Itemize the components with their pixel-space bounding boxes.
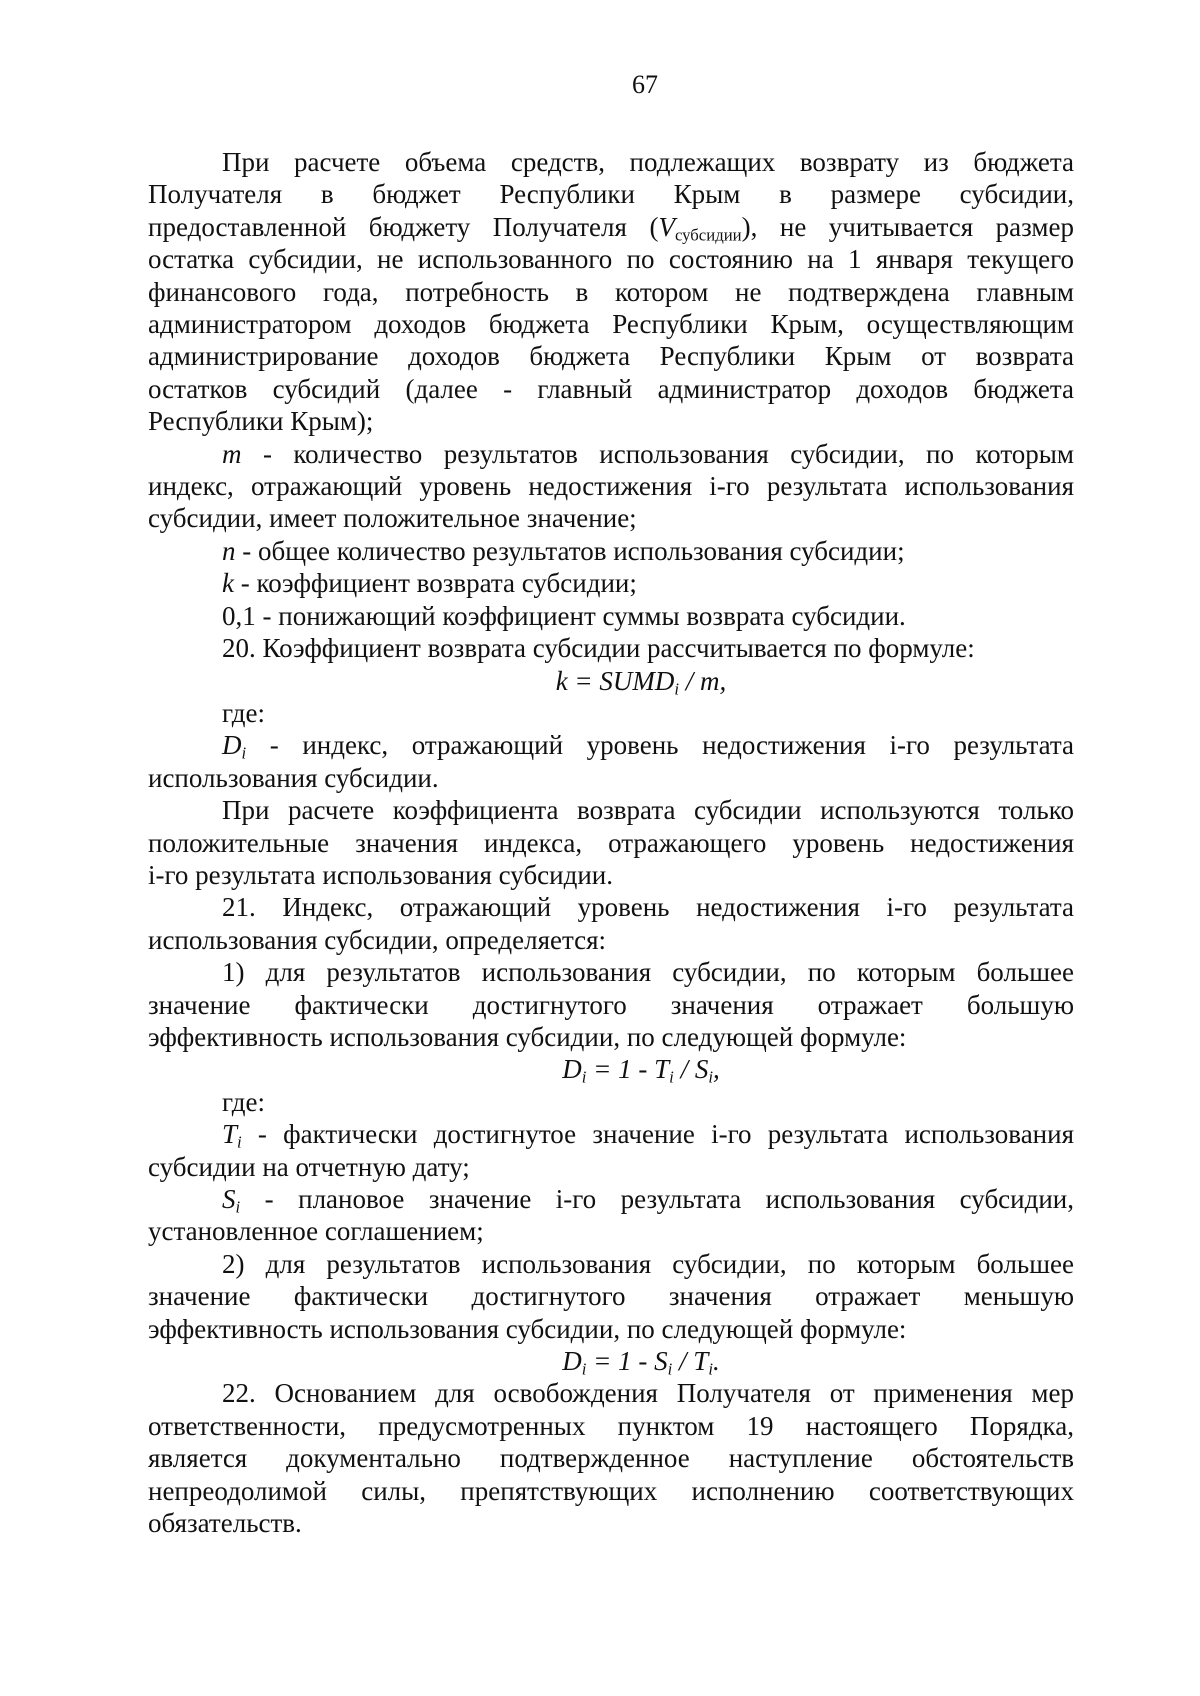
item-2: 2) для результатов использования субсидии, по которым большее: [222, 1248, 1074, 1279]
text-line: использования субсидии, определяется:: [148, 924, 607, 955]
text-line: субсидии на отчетную дату;: [148, 1151, 470, 1182]
text-line: остатков субсидий (далее - главный администратор доходов бюджета: [148, 373, 1074, 404]
definition-n: n - общее количество результатов использования субсидии;: [222, 535, 905, 566]
text-line: i-го результата использования субсидии.: [148, 859, 613, 890]
text-line: Республики Крым);: [148, 406, 374, 437]
where-label: где:: [222, 697, 265, 728]
item-1: 1) для результатов использования субсидии, по которым большее: [222, 957, 1074, 988]
text-line: При расчете коэффициента возврата субсидии используются только: [222, 795, 1074, 826]
document-body: [148, 146, 1074, 1539]
text-line: администратором доходов бюджета Республики Крым, осуществляющим: [148, 309, 1074, 340]
text-line: использования субсидии.: [148, 762, 439, 793]
text-line: установленное соглашением;: [148, 1216, 484, 1247]
section-22: 22. Основанием для освобождения Получателя от применения мер: [222, 1378, 1074, 1409]
definition-d: $D_i$ - индекс, отражающий уровень недостижения i-го результата: [222, 730, 1074, 763]
text-line: эффективность использования субсидии, по следующей формуле:: [148, 1313, 907, 1344]
text-line: ответственности, предусмотренных пунктом 19 настоящего Порядка,: [148, 1410, 1074, 1441]
formula-d2: $D_i = 1 - S_i / T_i$.: [562, 1346, 720, 1379]
section-20: 20. Коэффициент возврата субсидии рассчитывается по формуле:: [222, 633, 975, 664]
where-label: где:: [222, 1086, 265, 1117]
text-line: Получателя в бюджет Республики Крым в размере субсидии,: [148, 179, 1074, 210]
text-line: администрирование доходов бюджета Республики Крым от возврата: [148, 341, 1074, 372]
text-line: эффективность использования субсидии, по следующей формуле:: [148, 1021, 907, 1052]
text-line: остатка субсидии, не использованного по состоянию на 1 января текущего: [148, 244, 1074, 275]
text-line: является документально подтвержденное наступление обстоятельств: [148, 1443, 1074, 1474]
text-line: непреодолимой силы, препятствующих исполнению соответствующих: [148, 1475, 1074, 1506]
formula-d1: $D_i = 1 - T_i / S_i$,: [562, 1054, 720, 1088]
definition-coefficient: 0,1 - понижающий коэффициент суммы возврата субсидии.: [222, 600, 906, 631]
definition-t: $T_i$ - фактически достигнутое значение i-го результата использования: [222, 1119, 1074, 1152]
definition-s: $S_i$ - плановое значение i-го результата использования субсидии,: [222, 1184, 1074, 1217]
page-number: 67: [632, 70, 658, 99]
definition-k: k - коэффициент возврата субсидии;: [222, 568, 637, 599]
text-line: субсидии, имеет положительное значение;: [148, 503, 637, 534]
text-line: значение фактически достигнутого значения отражает большую: [148, 989, 1074, 1020]
definition-m: m - количество результатов использования субсидии, по которым: [222, 438, 1074, 469]
text-line: индекс, отражающий уровень недостижения i-го результата использования: [148, 471, 1074, 502]
text-line: обязательств.: [148, 1508, 302, 1539]
text-line: предоставленной бюджету Получателя (Vсубсидии), не учитывается размер: [148, 211, 1074, 245]
text-line: При расчете объема средств, подлежащих возврату из бюджета: [222, 147, 1074, 177]
text-line: положительные значения индекса, отражающего уровень недостижения: [148, 827, 1074, 858]
v-symbol: V: [658, 211, 675, 242]
formula-k: $k = SUMD_i / m$,: [555, 665, 727, 699]
section-21: 21. Индекс, отражающий уровень недостижения i-го результата: [222, 892, 1074, 923]
text-line: значение фактически достигнутого значения отражает меньшую: [148, 1281, 1074, 1312]
text-line: финансового года, потребность в котором не подтверждена главным: [148, 276, 1074, 307]
